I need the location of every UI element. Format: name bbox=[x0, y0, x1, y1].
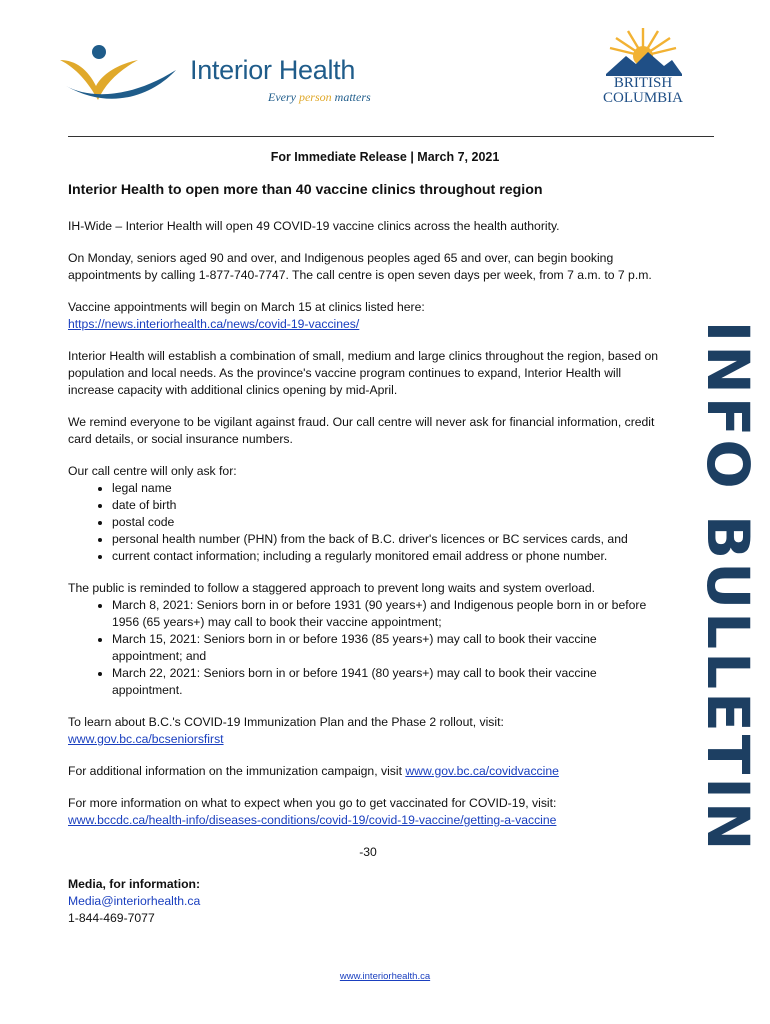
banner-text: INFO BULLETIN bbox=[694, 320, 762, 854]
call-centre-list bbox=[68, 480, 668, 565]
paragraph-clinics: Interior Health will establish a combination of small, medium and large clinics throughout the region, based on population and local needs. As the province's vaccine program continues to expand, Interior Health will increase capacity with additional clinics opening by mid-April. bbox=[68, 349, 659, 397]
list-item: • personal health number (PHN) from the back of B.C. driver's licences or BC services cards, and bbox=[112, 531, 668, 548]
list-item: • postal code bbox=[112, 514, 668, 531]
covidvaccine-link[interactable]: www.gov.bc.ca/covidvaccine bbox=[405, 764, 559, 778]
list-item: • March 22, 2021: Seniors born in or before 1941 (80 years+) may call to book their vaccine appointment. bbox=[112, 665, 668, 699]
release-line: For Immediate Release | March 7, 2021 bbox=[270, 150, 500, 164]
paragraph-ask-for: Our call centre will only ask for: bbox=[68, 464, 237, 478]
media-email-link[interactable]: Media@interiorhealth.ca bbox=[68, 894, 201, 908]
bulletin-body bbox=[68, 218, 668, 927]
list-item: • current contact information; including a regularly monitored email address or phone number. bbox=[112, 548, 668, 565]
footer bbox=[0, 971, 770, 982]
list-item: • date of birth bbox=[112, 497, 668, 514]
british-columbia-logo bbox=[588, 26, 698, 116]
org-name: Interior Health bbox=[190, 55, 356, 85]
list-item: • March 15, 2021: Seniors born in or before 1936 (85 years+) may call to book their vaccine appointment; and bbox=[112, 631, 668, 665]
footer-link[interactable]: www.interiorhealth.ca bbox=[339, 971, 431, 982]
interior-health-swoosh-icon bbox=[58, 40, 183, 112]
bccdc-link[interactable]: www.bccdc.ca/health-info/diseases-conditions/covid-19/covid-19-vaccine/getting-a-vaccine bbox=[68, 813, 557, 827]
paragraph-appointments: Vaccine appointments will begin on March 15 at clinics listed here: https://news.interiorhealth.ca/news/covid-19-vaccines/ bbox=[68, 300, 425, 331]
info-bulletin-banner bbox=[692, 222, 764, 952]
paragraph-what-to-expect: For more information on what to expect when you go to get vaccinated for COVID-19, visit: www.bccdc.ca/health-info/diseases-conditions/covid-19/covid-19-vaccine/getting-a-vaccine bbox=[68, 796, 557, 827]
paragraph-fraud: We remind everyone to be vigilant against fraud. Our call centre will never ask for financial information, credit card details, or social insurance numbers. bbox=[68, 415, 655, 446]
paragraph-ih-wide: IH-Wide – Interior Health will open 49 COVID-19 vaccine clinics across the health authority. bbox=[68, 219, 560, 233]
bc-sun-mountain-icon bbox=[588, 26, 698, 76]
list-item: • March 8, 2021: Seniors born in or before 1931 (90 years+) and Indigenous people born in or before 1956 (65 years+) may call to book their vaccine appointment; bbox=[112, 597, 668, 631]
end-mark: -30 bbox=[359, 845, 377, 859]
paragraph-campaign: For additional information on the immunization campaign, visit www.gov.bc.ca/covidvaccine bbox=[68, 764, 559, 778]
media-heading: Media, for information: bbox=[68, 877, 201, 891]
paragraph-staggered: The public is reminded to follow a staggered approach to prevent long waits and system overload. bbox=[68, 581, 596, 595]
vaccines-news-link[interactable]: https://news.interiorhealth.ca/news/covid-19-vaccines/ bbox=[68, 317, 360, 331]
header-divider bbox=[68, 136, 714, 137]
org-tagline: Every person matters bbox=[268, 90, 371, 104]
paragraph-immunization-plan: To learn about B.C.'s COVID-19 Immunization Plan and the Phase 2 rollout, visit: www.gov.bc.ca/bcseniorsfirst bbox=[68, 715, 504, 746]
paragraph-booking: On Monday, seniors aged 90 and over, and Indigenous peoples aged 65 and over, can begin booking appointments by calling 1-877-740-7747. The call centre is open seven days per week, from 7 a.m. to 7 p.m. bbox=[68, 251, 652, 282]
bcseniorsfirst-link[interactable]: www.gov.bc.ca/bcseniorsfirst bbox=[68, 732, 224, 746]
schedule-list bbox=[68, 597, 668, 699]
media-contact bbox=[68, 876, 668, 927]
bc-wordmark: BRITISH COLUMBIA bbox=[602, 75, 683, 106]
interior-health-logo bbox=[58, 40, 388, 112]
headline: Interior Health to open more than 40 vaccine clinics throughout region bbox=[68, 182, 543, 198]
list-item: • legal name bbox=[112, 480, 668, 497]
media-phone: 1-844-469-7077 bbox=[68, 911, 155, 925]
